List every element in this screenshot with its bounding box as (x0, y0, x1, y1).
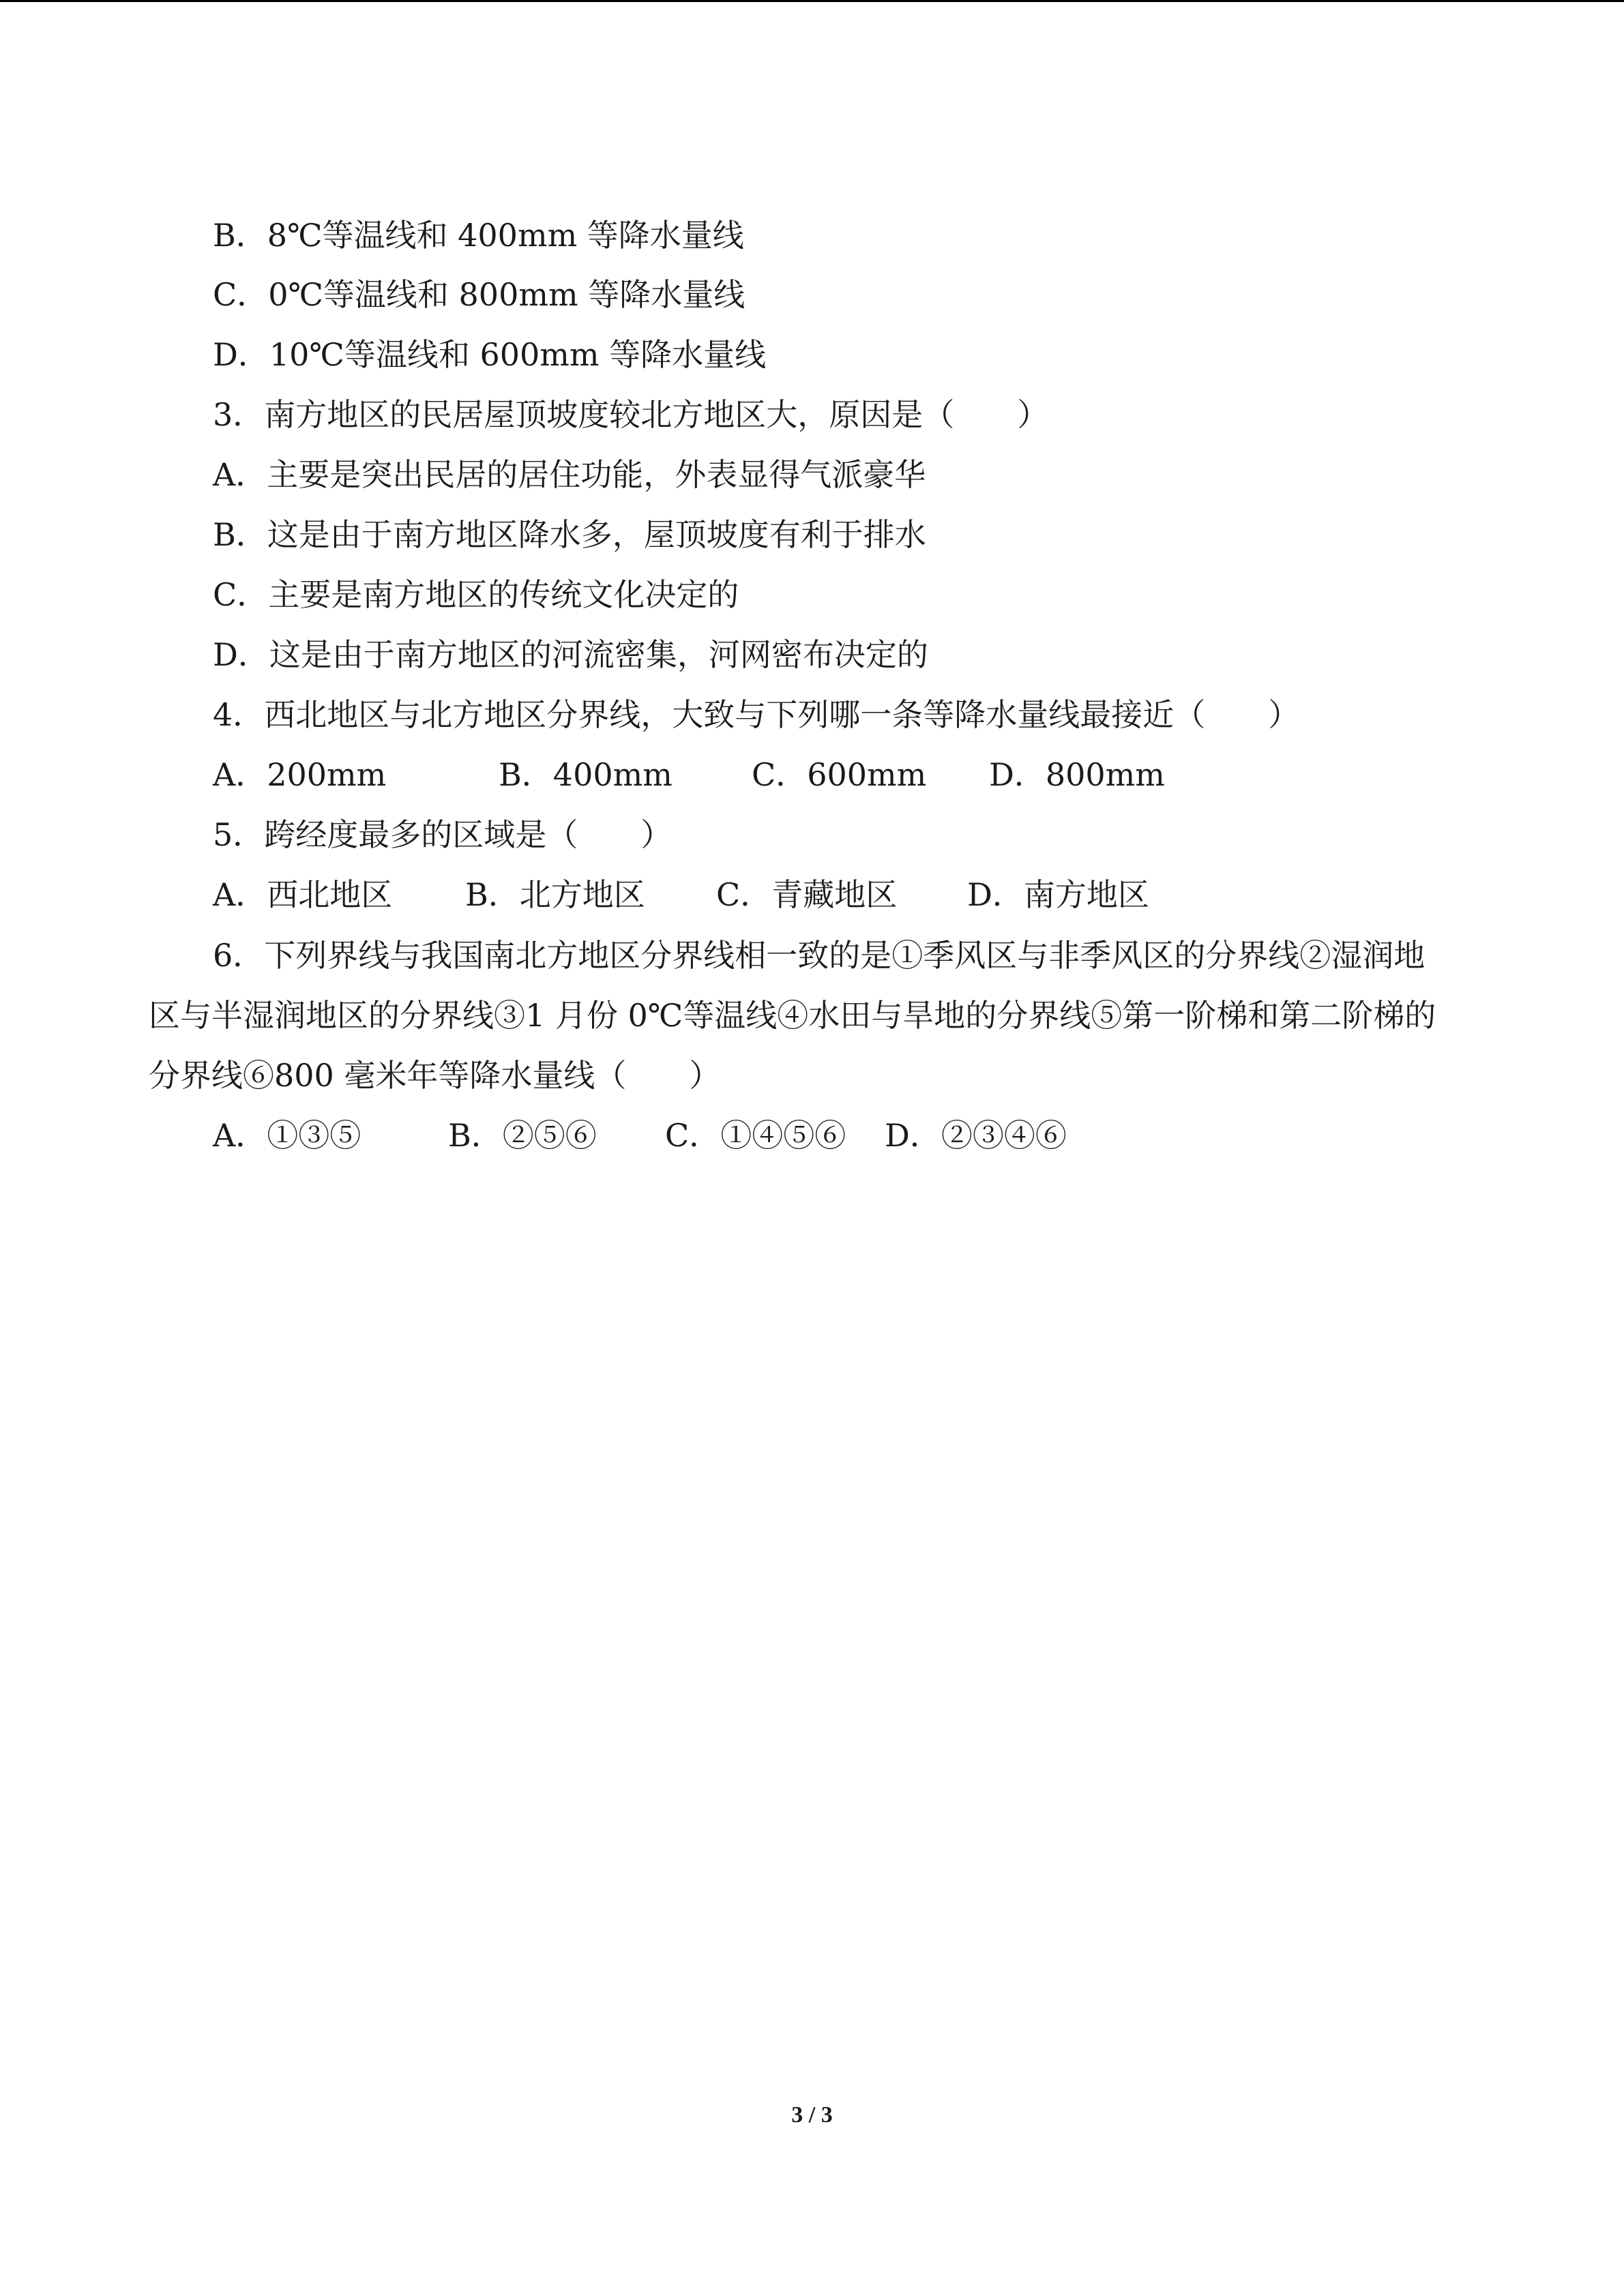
q2-option-d: D．10℃等温线和 600mm 等降水量线 (213, 336, 767, 373)
q4-stem: 4．西北地区与北方地区分界线，大致与下列哪一条等降水量线最接近（ ） (213, 696, 1300, 733)
q3-option-c: C．主要是南方地区的传统文化决定的 (213, 576, 739, 613)
q6-option-d: D．②③④⑥ (885, 1117, 1067, 1154)
q4-option-c: C．600mm (752, 756, 927, 793)
q6-option-a: A．①③⑤ (213, 1117, 361, 1154)
q3-stem: 3．南方地区的民居屋顶坡度较北方地区大，原因是（ ） (213, 396, 1049, 433)
q5-stem: 5．跨经度最多的区域是（ ） (213, 816, 673, 853)
q6-stem-line-3: 分界线⑥800 毫米年等降水量线（ ） (149, 1057, 721, 1094)
q5-option-c: C．青藏地区 (716, 876, 898, 913)
q2-option-b: B．8℃等温线和 400mm 等降水量线 (213, 217, 744, 254)
page-number: 3 / 3 (791, 2102, 833, 2128)
q3-option-d: D．这是由于南方地区的河流密集，河网密布决定的 (213, 636, 928, 673)
q3-option-a: A．主要是突出民居的居住功能，外表显得气派豪华 (213, 456, 926, 493)
q4-option-d: D．800mm (989, 756, 1165, 793)
q5-option-a: A．西北地区 (213, 876, 393, 913)
q6-stem-line-1: 6．下列界线与我国南北方地区分界线相一致的是①季风区与非季风区的分界线②湿润地 (213, 937, 1426, 974)
q2-option-c: C．0℃等温线和 800mm 等降水量线 (213, 276, 745, 313)
q4-option-a: A．200mm (213, 756, 387, 793)
q6-stem-line-2: 区与半湿润地区的分界线③1 月份 0℃等温线④水田与旱地的分界线⑤第一阶梯和第二阶梯的 (149, 997, 1436, 1034)
q5-option-d: D．南方地区 (967, 876, 1149, 913)
q4-option-b: B．400mm (499, 756, 673, 793)
q3-option-b: B．这是由于南方地区降水多，屋顶坡度有利于排水 (213, 516, 926, 553)
q5-option-b: B．北方地区 (465, 876, 645, 913)
q6-option-b: B．②⑤⑥ (448, 1117, 597, 1154)
q6-option-c: C．①④⑤⑥ (665, 1117, 846, 1154)
